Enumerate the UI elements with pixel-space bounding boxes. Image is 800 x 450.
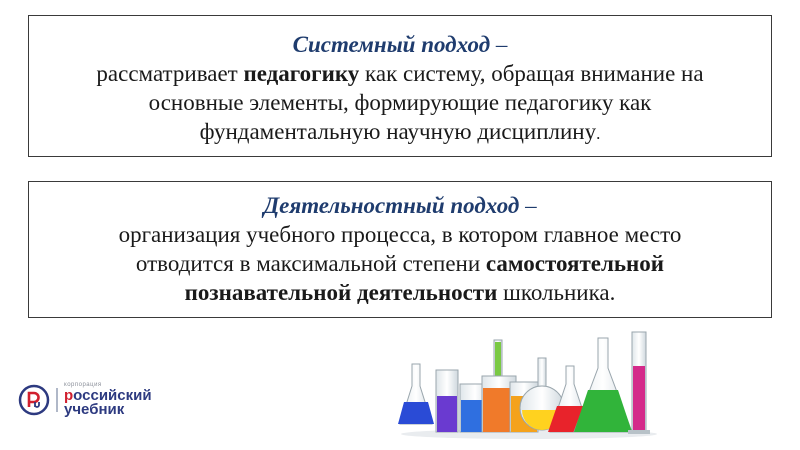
systemic-heading-line: [29, 30, 771, 59]
activity-approach-heading: Деятельностный подход: [263, 193, 520, 218]
logo-text: оссийский: [73, 387, 152, 404]
systemic-line-1: [29, 59, 771, 88]
publisher-logo: [18, 382, 188, 418]
text-segment: школьника.: [497, 280, 616, 305]
systemic-approach-box: [28, 15, 772, 157]
bold-term-pedagogy: педагогику: [243, 61, 360, 86]
text-segment: отводится в максимальной степени: [135, 251, 486, 276]
bold-term-cognitive-activity: познавательной деятельности: [184, 280, 498, 305]
period: .: [596, 124, 601, 143]
systemic-line-2: основные элементы, формирующие педагогику как: [148, 90, 652, 115]
heading-dash: –: [525, 193, 537, 218]
logo-divider: [56, 388, 58, 412]
bold-term-independent: самостоятельной: [485, 251, 665, 276]
activity-line-2: [29, 249, 771, 278]
systemic-approach-heading: Системный подход: [292, 32, 491, 57]
activity-line-3: [29, 278, 771, 307]
activity-approach-box: [28, 181, 772, 318]
lab-glassware-illustration: [398, 326, 660, 440]
text-segment: как систему, обращая внимание на: [359, 61, 704, 86]
activity-heading-line: [29, 191, 771, 220]
text-segment: рассматривает: [96, 61, 244, 86]
heading-dash: –: [495, 32, 508, 57]
text-segment: фундаментальную научную дисциплину: [199, 119, 597, 144]
logo-emblem-icon: [18, 384, 50, 416]
systemic-line-3: [29, 117, 771, 148]
logo-letter: р: [64, 387, 74, 404]
activity-line-1: организация учебного процесса, в котором главное место: [118, 222, 682, 247]
logo-caption: корпорация: [64, 382, 102, 388]
logo-wordmark-line2: учебник: [64, 401, 125, 418]
